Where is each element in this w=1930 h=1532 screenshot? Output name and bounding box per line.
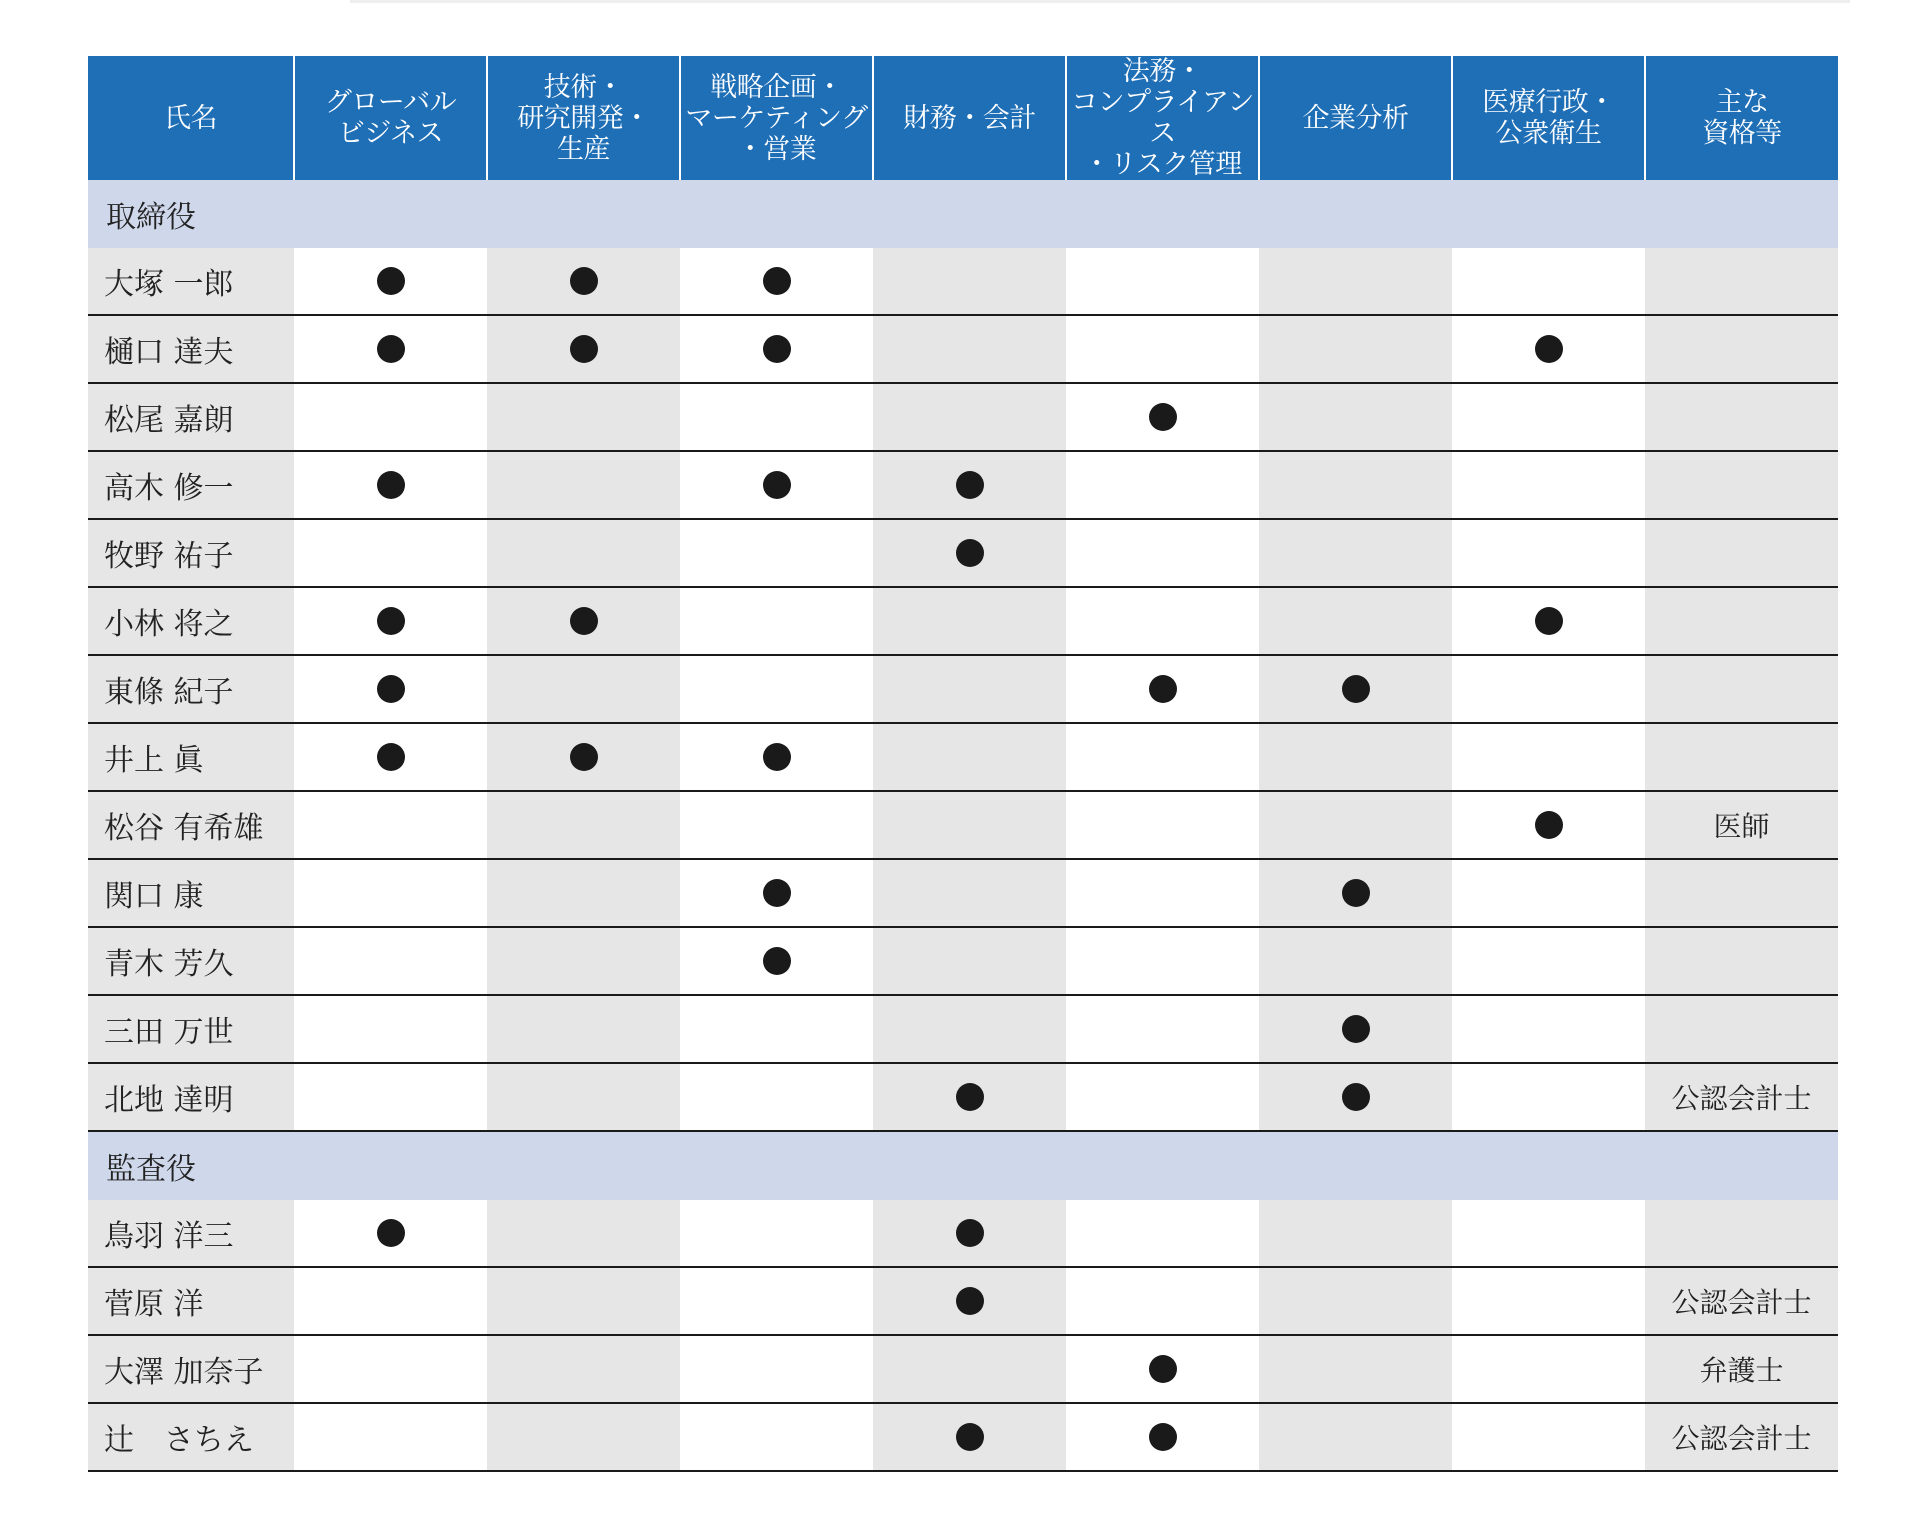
skill-cell xyxy=(873,248,1066,315)
skill-cell xyxy=(1452,995,1645,1063)
skill-cell xyxy=(873,859,1066,927)
skill-dot-icon xyxy=(1149,1423,1177,1451)
skill-cell xyxy=(1066,1335,1259,1403)
skill-cell xyxy=(1066,315,1259,383)
skill-cell xyxy=(873,587,1066,655)
skill-dot-icon xyxy=(570,335,598,363)
skill-cell xyxy=(1259,248,1452,315)
skill-cell xyxy=(1066,587,1259,655)
skill-cell xyxy=(873,927,1066,995)
member-name: 松谷 有希雄 xyxy=(88,791,294,859)
skill-cell xyxy=(680,248,873,315)
qualification-cell xyxy=(1645,248,1838,315)
skill-cell xyxy=(1259,859,1452,927)
section-title: 取締役 xyxy=(88,180,1838,248)
table-row xyxy=(88,1267,1838,1335)
skill-cell xyxy=(487,1403,680,1471)
skill-cell xyxy=(1452,791,1645,859)
skill-cell xyxy=(487,927,680,995)
skill-cell xyxy=(1259,383,1452,451)
skill-cell xyxy=(680,1063,873,1131)
skill-dot-icon xyxy=(1535,607,1563,635)
top-rule xyxy=(350,0,1850,3)
skill-cell xyxy=(487,1335,680,1403)
skill-cell xyxy=(1259,519,1452,587)
member-name: 大塚 一郎 xyxy=(88,248,294,315)
table-body xyxy=(88,180,1838,1471)
skill-dot-icon xyxy=(763,471,791,499)
member-name: 北地 達明 xyxy=(88,1063,294,1131)
qualification-cell xyxy=(1645,451,1838,519)
section-title: 監査役 xyxy=(88,1131,1838,1200)
member-name: 小林 将之 xyxy=(88,587,294,655)
skill-dot-icon xyxy=(570,267,598,295)
skill-cell xyxy=(487,383,680,451)
skill-dot-icon xyxy=(1342,1083,1370,1111)
section-row xyxy=(88,180,1838,248)
skill-cell xyxy=(1452,315,1645,383)
table-row xyxy=(88,451,1838,519)
skill-cell xyxy=(873,1403,1066,1471)
qualification-cell xyxy=(1645,383,1838,451)
skill-dot-icon xyxy=(570,607,598,635)
skill-dot-icon xyxy=(763,267,791,295)
skill-dot-icon xyxy=(377,267,405,295)
skill-dot-icon xyxy=(377,1219,405,1247)
skill-dot-icon xyxy=(956,539,984,567)
skill-dot-icon xyxy=(377,335,405,363)
skill-cell xyxy=(873,655,1066,723)
skill-dot-icon xyxy=(1535,335,1563,363)
skill-cell xyxy=(294,655,487,723)
skill-cell xyxy=(294,723,487,791)
qualification-cell xyxy=(1645,315,1838,383)
skill-cell xyxy=(1452,519,1645,587)
skill-cell xyxy=(1452,655,1645,723)
skill-cell xyxy=(1452,1403,1645,1471)
member-name: 東條 紀子 xyxy=(88,655,294,723)
qualification-cell xyxy=(1645,723,1838,791)
skill-cell xyxy=(873,1335,1066,1403)
skill-cell xyxy=(680,723,873,791)
qualification-cell xyxy=(1645,655,1838,723)
skill-cell xyxy=(487,1063,680,1131)
skill-cell xyxy=(294,995,487,1063)
skill-cell xyxy=(294,1267,487,1335)
member-name: 高木 修一 xyxy=(88,451,294,519)
qualification-cell: 公認会計士 xyxy=(1645,1267,1838,1335)
member-name: 松尾 嘉朗 xyxy=(88,383,294,451)
qualification-cell xyxy=(1645,859,1838,927)
skill-cell xyxy=(1259,451,1452,519)
skill-dot-icon xyxy=(956,471,984,499)
skill-cell xyxy=(680,587,873,655)
header-qualification: 主な 資格等 xyxy=(1645,56,1838,180)
header-skill-healthcare-admin: 医療行政・ 公衆衛生 xyxy=(1452,56,1645,180)
table-row xyxy=(88,927,1838,995)
skill-cell xyxy=(680,315,873,383)
member-name: 辻 さちえ xyxy=(88,1403,294,1471)
skill-dot-icon xyxy=(1342,675,1370,703)
member-name: 樋口 達夫 xyxy=(88,315,294,383)
skill-cell xyxy=(294,1335,487,1403)
member-name: 井上 眞 xyxy=(88,723,294,791)
skill-cell xyxy=(294,791,487,859)
skill-cell xyxy=(680,519,873,587)
header-skill-technology-rd: 技術・ 研究開発・ 生産 xyxy=(487,56,680,180)
skill-dot-icon xyxy=(1149,675,1177,703)
table-row xyxy=(88,519,1838,587)
skill-cell xyxy=(680,859,873,927)
skill-cell xyxy=(294,519,487,587)
skill-cell xyxy=(873,315,1066,383)
skill-cell xyxy=(294,248,487,315)
skill-cell xyxy=(1452,723,1645,791)
skills-matrix-table xyxy=(88,56,1838,1472)
skill-cell xyxy=(1452,451,1645,519)
skill-cell xyxy=(294,383,487,451)
skill-cell xyxy=(1066,655,1259,723)
skill-cell xyxy=(487,587,680,655)
skill-cell xyxy=(487,1200,680,1267)
skill-cell xyxy=(1259,927,1452,995)
skill-cell xyxy=(1452,587,1645,655)
skill-cell xyxy=(294,1200,487,1267)
table-row xyxy=(88,723,1838,791)
table-row xyxy=(88,655,1838,723)
skill-cell xyxy=(1066,1200,1259,1267)
skill-cell xyxy=(487,451,680,519)
qualification-cell: 弁護士 xyxy=(1645,1335,1838,1403)
skill-cell xyxy=(680,383,873,451)
member-name: 大澤 加奈子 xyxy=(88,1335,294,1403)
member-name: 三田 万世 xyxy=(88,995,294,1063)
skill-cell xyxy=(873,791,1066,859)
skill-cell xyxy=(1259,1200,1452,1267)
skill-cell xyxy=(487,315,680,383)
skill-cell xyxy=(1066,1063,1259,1131)
skill-cell xyxy=(873,1267,1066,1335)
skill-cell xyxy=(1259,1403,1452,1471)
skill-cell xyxy=(1259,587,1452,655)
skill-dot-icon xyxy=(763,743,791,771)
skill-cell xyxy=(1259,723,1452,791)
skill-cell xyxy=(1259,1063,1452,1131)
qualification-cell: 公認会計士 xyxy=(1645,1063,1838,1131)
skill-cell xyxy=(680,995,873,1063)
skill-dot-icon xyxy=(956,1219,984,1247)
skill-cell xyxy=(873,451,1066,519)
skill-dot-icon xyxy=(763,879,791,907)
skill-cell xyxy=(680,655,873,723)
skill-cell xyxy=(680,1267,873,1335)
skill-dot-icon xyxy=(377,607,405,635)
member-name: 菅原 洋 xyxy=(88,1267,294,1335)
skill-cell xyxy=(1259,1335,1452,1403)
skill-cell xyxy=(294,859,487,927)
skill-cell xyxy=(873,1200,1066,1267)
skill-cell xyxy=(1452,1063,1645,1131)
skill-cell xyxy=(680,1403,873,1471)
skill-cell xyxy=(1452,1335,1645,1403)
skill-cell xyxy=(1066,995,1259,1063)
skill-cell xyxy=(1452,248,1645,315)
skill-cell xyxy=(1066,248,1259,315)
skill-cell xyxy=(294,927,487,995)
skill-cell xyxy=(294,451,487,519)
header-skill-strategy-marketing: 戦略企画・ マーケティング ・営業 xyxy=(680,56,873,180)
table-row xyxy=(88,383,1838,451)
skill-cell xyxy=(680,927,873,995)
skill-cell xyxy=(1066,791,1259,859)
table-header xyxy=(88,56,1838,180)
skill-cell xyxy=(487,791,680,859)
skill-cell xyxy=(1452,859,1645,927)
header-row xyxy=(88,56,1838,180)
skill-dot-icon xyxy=(1342,1015,1370,1043)
table-row xyxy=(88,791,1838,859)
header-skill-legal-compliance: 法務・ コンプライアンス ・リスク管理 xyxy=(1066,56,1259,180)
skill-dot-icon xyxy=(377,675,405,703)
skill-dot-icon xyxy=(763,947,791,975)
skill-cell xyxy=(1066,383,1259,451)
skill-cell xyxy=(487,248,680,315)
skill-cell xyxy=(1066,859,1259,927)
skill-cell xyxy=(294,1063,487,1131)
qualification-cell xyxy=(1645,995,1838,1063)
skill-cell xyxy=(873,383,1066,451)
skill-cell xyxy=(487,859,680,927)
skill-cell xyxy=(1259,791,1452,859)
header-skill-finance-accounting: 財務・会計 xyxy=(873,56,1066,180)
skill-dot-icon xyxy=(1149,403,1177,431)
skill-dot-icon xyxy=(956,1083,984,1111)
skill-cell xyxy=(294,1403,487,1471)
skill-dot-icon xyxy=(1535,811,1563,839)
skill-dot-icon xyxy=(377,471,405,499)
header-name: 氏名 xyxy=(88,56,294,180)
skill-cell xyxy=(1066,519,1259,587)
table-row xyxy=(88,315,1838,383)
skill-dot-icon xyxy=(377,743,405,771)
skill-cell xyxy=(873,723,1066,791)
skill-cell xyxy=(1066,1267,1259,1335)
header-skill-global-business: グローバル ビジネス xyxy=(294,56,487,180)
skill-cell xyxy=(1259,315,1452,383)
header-skill-corporate-analysis: 企業分析 xyxy=(1259,56,1452,180)
member-name: 鳥羽 洋三 xyxy=(88,1200,294,1267)
skill-cell xyxy=(487,519,680,587)
skill-cell xyxy=(680,451,873,519)
skill-cell xyxy=(680,1200,873,1267)
qualification-cell xyxy=(1645,519,1838,587)
qualification-cell xyxy=(1645,1200,1838,1267)
skill-cell xyxy=(1259,995,1452,1063)
skill-dot-icon xyxy=(1149,1355,1177,1383)
table-row xyxy=(88,995,1838,1063)
qualification-cell xyxy=(1645,587,1838,655)
skill-dot-icon xyxy=(956,1423,984,1451)
table-row xyxy=(88,1063,1838,1131)
skill-cell xyxy=(1066,451,1259,519)
skill-cell xyxy=(1259,1267,1452,1335)
skill-dot-icon xyxy=(763,335,791,363)
table-row xyxy=(88,248,1838,315)
qualification-cell: 公認会計士 xyxy=(1645,1403,1838,1471)
skill-dot-icon xyxy=(956,1287,984,1315)
skill-cell xyxy=(1066,927,1259,995)
skill-cell xyxy=(1066,1403,1259,1471)
qualification-cell: 医師 xyxy=(1645,791,1838,859)
qualification-cell xyxy=(1645,927,1838,995)
section-row xyxy=(88,1131,1838,1200)
skill-cell xyxy=(680,1335,873,1403)
skill-cell xyxy=(873,995,1066,1063)
skill-cell xyxy=(487,723,680,791)
skill-cell xyxy=(294,315,487,383)
skill-cell xyxy=(873,519,1066,587)
skill-cell xyxy=(1452,1200,1645,1267)
skill-cell xyxy=(873,1063,1066,1131)
member-name: 牧野 祐子 xyxy=(88,519,294,587)
skill-cell xyxy=(1066,723,1259,791)
skill-dot-icon xyxy=(1342,879,1370,907)
member-name: 青木 芳久 xyxy=(88,927,294,995)
skill-cell xyxy=(487,655,680,723)
skill-cell xyxy=(1452,1267,1645,1335)
skill-cell xyxy=(680,791,873,859)
table-row xyxy=(88,1200,1838,1267)
skill-cell xyxy=(487,995,680,1063)
table-row xyxy=(88,587,1838,655)
skill-cell xyxy=(294,587,487,655)
member-name: 関口 康 xyxy=(88,859,294,927)
skill-dot-icon xyxy=(570,743,598,771)
skill-cell xyxy=(1452,927,1645,995)
table-row xyxy=(88,1335,1838,1403)
table-row xyxy=(88,859,1838,927)
skill-cell xyxy=(1259,655,1452,723)
skill-cell xyxy=(1452,383,1645,451)
table-row xyxy=(88,1403,1838,1471)
skill-cell xyxy=(487,1267,680,1335)
